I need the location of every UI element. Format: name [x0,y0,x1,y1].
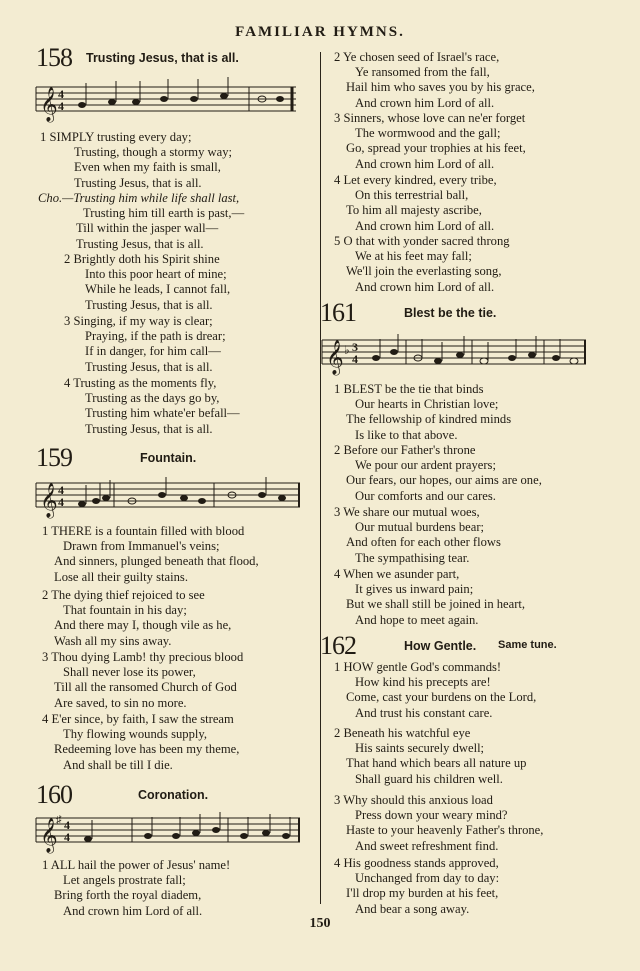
verse-line: Our comforts and our cares. [355,488,496,503]
music-staff [34,473,304,525]
svg-text:4: 4 [352,352,358,366]
svg-text:4: 4 [58,483,64,497]
verse-line: Wash all my sins away. [54,633,172,648]
verse-line: Trusting, though a stormy way; [74,145,233,160]
hymn-title: Fountain. [140,451,197,465]
hymn-158 [0,43,300,122]
hymn-160-v1 [42,858,230,919]
verse-line: While he leads, I cannot fall, [85,282,231,297]
verse-line: Press down your weary mind? [355,808,508,823]
verse-line: And often for each other flows [346,535,501,550]
svg-text:𝄞: 𝄞 [40,87,58,122]
verse-line: Drawn from Immanuel's veins; [63,539,220,554]
verse-line: Thy flowing wounds supply, [63,727,208,742]
hymn-160-v4 [334,173,497,234]
verse-line: We at his feet may fall; [355,249,472,264]
verse-line: And crown him Lord of all. [355,279,495,294]
verse-line: To him all majesty ascribe, [346,203,482,218]
running-header: FAMILIAR HYMNS. [235,24,405,40]
hymn-158-v2 [64,252,230,313]
verse-line: Haste to your heavenly Father's throne, [346,823,544,838]
verse-line: Shall never lose its power, [63,665,196,680]
verse-line: Into this poor heart of mine; [85,267,227,282]
verse-line: 4 Let every kindred, every tribe, [334,173,497,187]
verse-line: We pour our ardent prayers; [355,458,496,473]
svg-text:♭: ♭ [344,343,350,357]
verse-line: How kind his precepts are! [355,675,491,690]
hymn-159-v4 [42,712,239,773]
verse-line: Trusting Jesus, that is all. [85,297,213,312]
svg-text:♯: ♯ [56,814,62,826]
svg-text:4: 4 [64,830,70,844]
hymn-158-v4 [64,376,240,437]
verse-line: Let angels prostrate fall; [63,873,186,888]
verse-line: 5 O that with yonder sacred throng [334,234,510,248]
hymn-160-v3 [334,111,526,172]
hymn-title: How Gentle. [404,639,477,653]
verse-line: Unchanged from day to day: [355,871,500,886]
verse-line: It gives us inward pain; [355,582,474,597]
verse-line: On this terrestrial ball, [355,188,469,203]
verse-line: The fellowship of kindred minds [346,412,512,427]
verse-line: 2 Ye chosen seed of Israel's race, [334,50,500,64]
hymn-161-v2 [334,443,542,504]
verse-line: Redeeming love has been my theme, [54,742,240,757]
hymn-159 [0,443,300,518]
verse-line: 4 His goodness stands approved, [334,856,499,870]
verse-line: Even when my faith is small, [74,160,221,175]
verse-line: 3 Sinners, whose love can ne'er forget [334,111,526,125]
verse-line: 3 Why should this anxious load [334,793,493,807]
verse-line: Are saved, to sin no more. [54,695,187,710]
verse-line: 2 Before our Father's throne [334,443,476,457]
verse-line: If in danger, for him call— [85,344,221,359]
verse-line: Ye ransomed from the fall, [355,65,490,80]
chorus-line: Trusting him till earth is past,— [83,206,245,221]
verse-line: Hail him who saves you by his grace, [346,80,535,95]
hymn-158-chorus [38,191,244,252]
verse-line: 4 E'er since, by faith, I saw the stream [42,712,234,726]
chorus-line: Trusting Jesus, that is all. [76,236,204,251]
hymn-number: 160 [36,780,72,809]
music-staff [320,330,590,382]
svg-text:3: 3 [352,340,358,354]
svg-text:4: 4 [64,818,70,832]
verse-line: I'll drop my burden at his feet, [346,886,499,901]
verse-line: 1 BLEST be the tie that binds [334,382,484,396]
verse-line: Trusting Jesus, that is all. [74,175,202,190]
hymn-number: 158 [36,43,72,72]
tune-note: Same tune. [498,639,557,651]
verse-line: 2 Beneath his watchful eye [334,726,471,740]
verse-line: And crown him Lord of all. [63,903,203,918]
verse-line: 2 Brightly doth his Spirit shine [64,252,220,266]
verse-line: Praying, if the path is drear; [85,329,226,344]
hymn-title: Blest be the tie. [404,306,497,320]
verse-line: Trusting as the days go by, [85,391,220,406]
hymn-160-v2 [334,50,535,111]
hymn-160-v5 [334,234,510,295]
hymn-title: Coronation. [138,788,209,802]
svg-text:𝄞: 𝄞 [40,818,58,853]
verse-line: And sinners, plunged beneath that flood, [54,554,259,569]
verse-line: And there may I, though vile as he, [54,618,232,633]
verse-line: Go, spread your trophies at his feet, [346,141,526,156]
svg-text:4: 4 [58,495,64,509]
verse-line: The wormwood and the gall; [355,126,501,141]
page-number: 150 [309,916,331,931]
verse-line: 2 The dying thief rejoiced to see [42,588,205,602]
verse-line: We'll join the everlasting song, [346,264,502,279]
verse-line: Lose all their guilty stains. [54,569,188,584]
hymn-162-v1 [334,660,536,721]
verse-line: 3 Thou dying Lamb! thy precious blood [42,650,244,664]
verse-line: Trusting Jesus, that is all. [85,421,213,436]
hymn-161-v1 [334,382,511,443]
chorus-line: Till within the jasper wall— [76,221,219,236]
svg-text:4: 4 [58,99,64,113]
verse-line: Come, cast your burdens on the Lord, [346,690,537,705]
verse-line: That hand which bears all nature up [346,756,527,771]
column-divider [320,52,321,904]
verse-line: 4 Trusting as the moments fly, [64,376,217,390]
hymn-heading [320,298,620,332]
verse-line: And crown him Lord of all. [355,95,495,110]
hymn-158-text [40,130,232,191]
verse-line: And sweet refreshment find. [355,838,499,853]
verse-line: Till all the ransomed Church of God [54,680,237,695]
verse-line: His saints securely dwell; [355,741,485,756]
verse-line: 3 Singing, if my way is clear; [64,314,213,328]
hymn-159-v2 [42,588,231,649]
verse-line: 1 ALL hail the power of Jesus' name! [42,858,231,872]
hymn-162-v3 [334,793,543,854]
svg-text:𝄞: 𝄞 [40,483,58,518]
verse-line: 3 We share our mutual woes, [334,505,480,519]
hymn-159-v1 [42,524,259,585]
verse-line: And trust his constant care. [355,705,493,720]
hymn-160 [0,780,300,853]
hymn-161 [320,298,620,375]
verse-line: Trusting Jesus, that is all. [85,359,213,374]
verse-line: Our hearts in Christian love; [355,397,499,412]
music-staff [34,75,299,137]
verse-line: Bring forth the royal diadem, [54,888,202,903]
hymn-161-v4 [334,567,525,628]
verse-line: That fountain in his day; [63,603,187,618]
verse-line: And crown him Lord of all. [355,156,495,171]
verse-line: 4 When we asunder part, [334,567,460,581]
hymn-number: 162 [320,631,356,660]
verse-line: And hope to meet again. [355,612,479,627]
verse-line: Our mutual burdens bear; [355,520,485,535]
verse-line: Our fears, our hopes, our aims are one, [346,473,542,488]
verse-line: And crown him Lord of all. [355,218,495,233]
verse-line: 1 HOW gentle God's commands! [334,660,502,674]
hymn-159-v3 [42,650,243,711]
svg-text:4: 4 [58,87,64,101]
verse-line: And shall be till I die. [63,757,173,772]
verse-line: The sympathising tear. [355,550,470,565]
music-staff [34,808,304,860]
verse-line: Shall guard his children well. [355,771,503,786]
hymn-161-v3 [334,505,501,566]
verse-line: Is like to that above. [355,427,458,442]
verse-line: And bear a song away. [355,901,470,916]
hymn-title: Trusting Jesus, that is all. [86,51,239,65]
hymn-number: 161 [320,298,356,327]
hymn-162-v4 [334,856,499,917]
verse-line: 1 SIMPLY trusting every day; [40,130,192,144]
hymn-number: 159 [36,443,72,472]
verse-line: 1 THERE is a fountain filled with blood [42,524,245,538]
svg-text:𝄞: 𝄞 [326,340,344,375]
chorus-line: Cho.—Trusting him while life shall last, [38,191,240,205]
verse-line: Trusting him whate'er befall— [85,406,240,421]
hymn-158-v3 [64,314,226,375]
verse-line: But we shall still be joined in heart, [346,597,526,612]
hymn-heading [0,43,300,77]
hymn-162-v2 [334,726,526,787]
